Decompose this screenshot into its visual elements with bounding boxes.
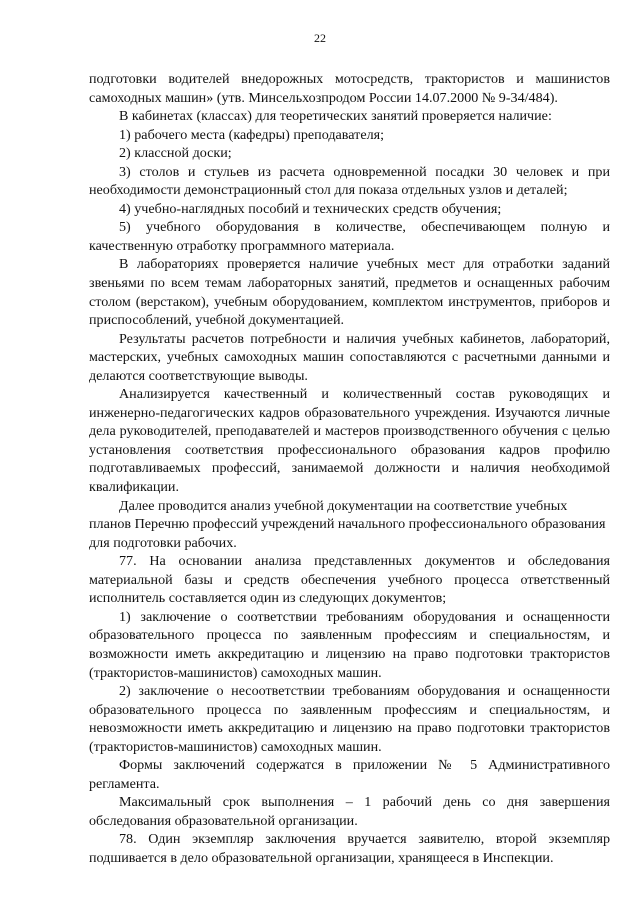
paragraph-calculation-results: Результаты расчетов потребности и наличия учебных кабинетов, лабораторий, мастерских, учебных самоходных машин сопоставляются с расчетными данными и делаются соответствующие выводы.: [89, 330, 610, 384]
list-item-tables-chairs: 3) столов и стульев из расчета одновременной посадки 30 человек и при необходимости демонстрационный стол для показа отдельных узлов и деталей;: [89, 163, 610, 199]
list-item-nonconformity-conclusion: 2) заключение о несоответствии требованиям оборудования и оснащенности образовательного процесса по заявленным профессиям и специальностям, и невозможности иметь аккредитацию и лицензию на право подготовки трактористов (трактористов-машинистов) самоходных машин.: [89, 683, 610, 755]
paragraph-max-term: Максимальный срок выполнения – 1 рабочий день со дня завершения обследования образовательной организации.: [89, 794, 610, 829]
list-item-blackboard: 2) классной доски;: [119, 145, 232, 162]
list-item-teacher-desk: 1) рабочего места (кафедры) преподавателя;: [119, 126, 385, 143]
list-item-conformity-conclusion: 1) заключение о соответствии требованиям оборудования и оснащенности образовательного процесса по заявленным профессиям и специальностям, и возможности иметь аккредитацию и лицензию на право подготовки трактористов (трактористов-машинистов) самоходных машин.: [89, 608, 610, 681]
paragraph-forms: Формы заключений содержатся в приложении № 5 Административного регламента.: [89, 757, 610, 792]
paragraph-classrooms-intro: В кабинетах (классах) для теоретических занятий проверяется наличие:: [119, 108, 552, 125]
paragraph-clause-77: 77. На основании анализа представленных документов и обследования материальной базы и средств обеспечения учебного процесса ответственный исполнитель составляется один из следующих документов;: [89, 553, 610, 607]
paragraph-clause-78: 78. Один экземпляр заключения вручается заявителю, второй экземпляр подшивается в дело образовательной организации, хранящееся в Инспекции.: [89, 831, 610, 866]
list-item-equipment: 5) учебного оборудования в количестве, обеспечивающем полную и качественную отработку программного материала.: [89, 219, 610, 254]
paragraph-laboratories: В лабораториях проверяется наличие учебных мест для отработки заданий звеньями по всем темам лабораторных занятий, предметов и оснащенных рабочим столом (верстаком), учебным оборудованием, комплектом инструментов, приборов и приспособлений, учебной документацией.: [89, 256, 610, 329]
paragraph-documentation-analysis: Далее проводится анализ учебной документации на соответствие учебных планов Перечню профессий учреждений начального профессионального образования для подготовки рабочих.: [89, 497, 606, 551]
list-item-visual-aids: 4) учебно-наглядных пособий и технических средств обучения;: [119, 200, 502, 217]
paragraph-staff-analysis: Анализируется качественный и количественный состав руководящих и инженерно-педагогических кадров образовательного учреждения. Изучаются личные дела руководителей, преподавателей и мастеров производственного обучения с целью установления соответствия профессионального образования кадров профилю подготавливаемых профессий, занимаемой должности и наличия необходимой квалификации.: [89, 386, 610, 496]
document-body: [89, 70, 610, 868]
paragraph-continuation: подготовки водителей внедорожных мотосредств, трактористов и машинистов самоходных машин» (утв. Минсельхозпродом России 14.07.2000 № 9-34/484).: [89, 71, 610, 106]
page-number: 22: [314, 31, 326, 45]
